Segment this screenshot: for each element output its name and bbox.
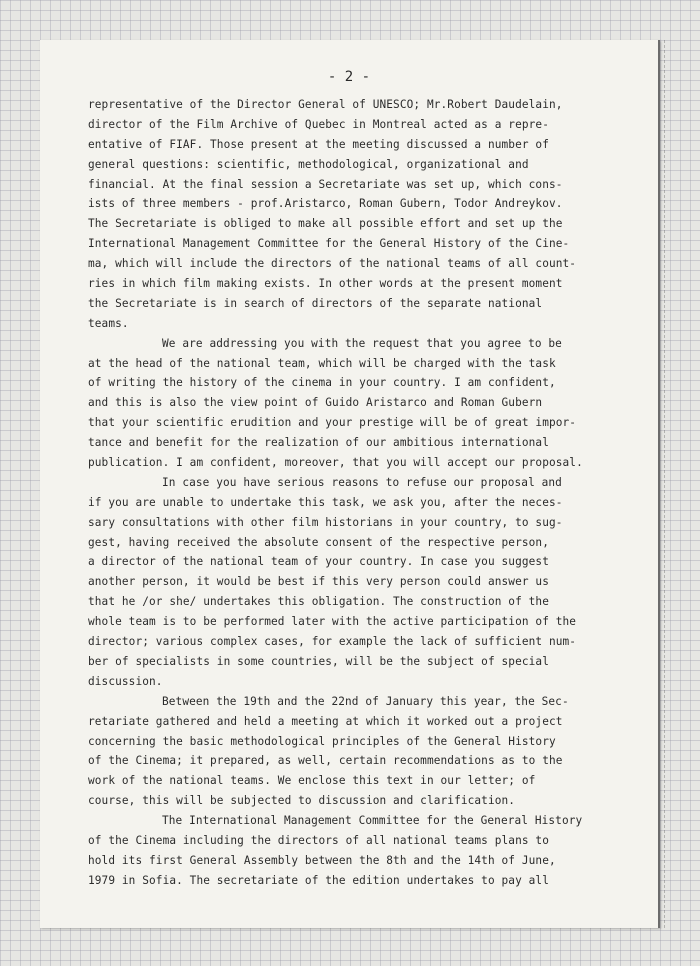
letter-body	[88, 95, 658, 891]
text-line: course, this will be subjected to discussion and clarification.	[88, 794, 516, 808]
text-line: and this is also the view point of Guido Aristarco and Roman Gubern	[88, 396, 543, 410]
text-line: whole team is to be performed later with the active participation of the	[88, 615, 577, 629]
page-number: - 2 -	[327, 69, 371, 85]
text-line: publication. I am confident, moreover, that you will accept our proposal.	[88, 456, 583, 470]
text-line: The Secretariate is obliged to make all possible effort and set up the	[88, 217, 563, 231]
text-line: representative of the Director General of UNESCO; Mr.Robert Daudelain,	[88, 98, 563, 111]
page-edge-shadow	[664, 40, 670, 928]
text-line: retariate gathered and held a meeting at which it worked out a project	[88, 714, 563, 728]
text-line: ries in which film making exists. In other words at the present moment	[88, 277, 563, 291]
text-line: general questions: scientific, methodological, organizational and	[88, 157, 529, 171]
text-line: gest, having received the absolute consent of the respective person,	[88, 535, 549, 549]
text-line: 1979 in Sofia. The secretariate of the edition undertakes to pay all	[88, 873, 549, 887]
text-line: director; various complex cases, for example the lack of sufficient num-	[88, 635, 577, 649]
text-line: the Secretariate is in search of directors of the separate national	[88, 296, 543, 310]
text-line: tance and benefit for the realization of our ambitious international	[88, 436, 549, 450]
text-line: Between the 19th and the 22nd of January this year, the Sec-	[162, 694, 569, 708]
text-line: ma, which will include the directors of the national teams of all count-	[88, 257, 577, 271]
document-page	[40, 40, 660, 928]
text-line: ists of three members - prof.Aristarco, Roman Gubern, Todor Andreykov.	[88, 197, 563, 211]
text-line: of writing the history of the cinema in your country. I am confident,	[88, 376, 556, 390]
text-line: teams.	[88, 316, 129, 330]
text-line: In case you have serious reasons to refuse our proposal and	[162, 475, 562, 489]
text-line: ber of specialists in some countries, will be the subject of special	[88, 654, 549, 668]
text-line: sary consultations with other film historians in your country, to sug-	[88, 515, 563, 529]
text-line: another person, it would be best if this very person could answer us	[88, 575, 549, 589]
text-line: entative of FIAF. Those present at the meeting discussed a number of	[88, 137, 549, 151]
text-line: We are addressing you with the request that you agree to be	[162, 336, 562, 350]
text-line: discussion.	[88, 674, 163, 688]
text-line: that your scientific erudition and your prestige will be of great impor-	[88, 416, 577, 430]
text-line: The International Management Committee for the General History	[162, 814, 583, 828]
text-line: of the Cinema including the directors of all national teams plans to	[88, 833, 549, 847]
text-line: at the head of the national team, which will be charged with the task	[88, 356, 556, 370]
text-line: a director of the national team of your country. In case you suggest	[88, 555, 549, 569]
text-line: work of the national teams. We enclose this text in our letter; of	[88, 774, 536, 788]
text-line: International Management Committee for the General History of the Cine-	[88, 237, 570, 251]
text-line: that he /or she/ undertakes this obligation. The construction of the	[88, 595, 549, 609]
text-line: concerning the basic methodological principles of the General History	[88, 734, 556, 748]
text-line: director of the Film Archive of Quebec in Montreal acted as a repre-	[88, 117, 549, 131]
text-line: if you are unable to undertake this task, we ask you, after the neces-	[88, 495, 563, 509]
text-line: hold its first General Assembly between the 8th and the 14th of June,	[88, 853, 556, 867]
text-line: of the Cinema; it prepared, as well, certain recommendations as to the	[88, 754, 563, 768]
text-line: financial. At the final session a Secretariate was set up, which cons-	[88, 177, 563, 191]
